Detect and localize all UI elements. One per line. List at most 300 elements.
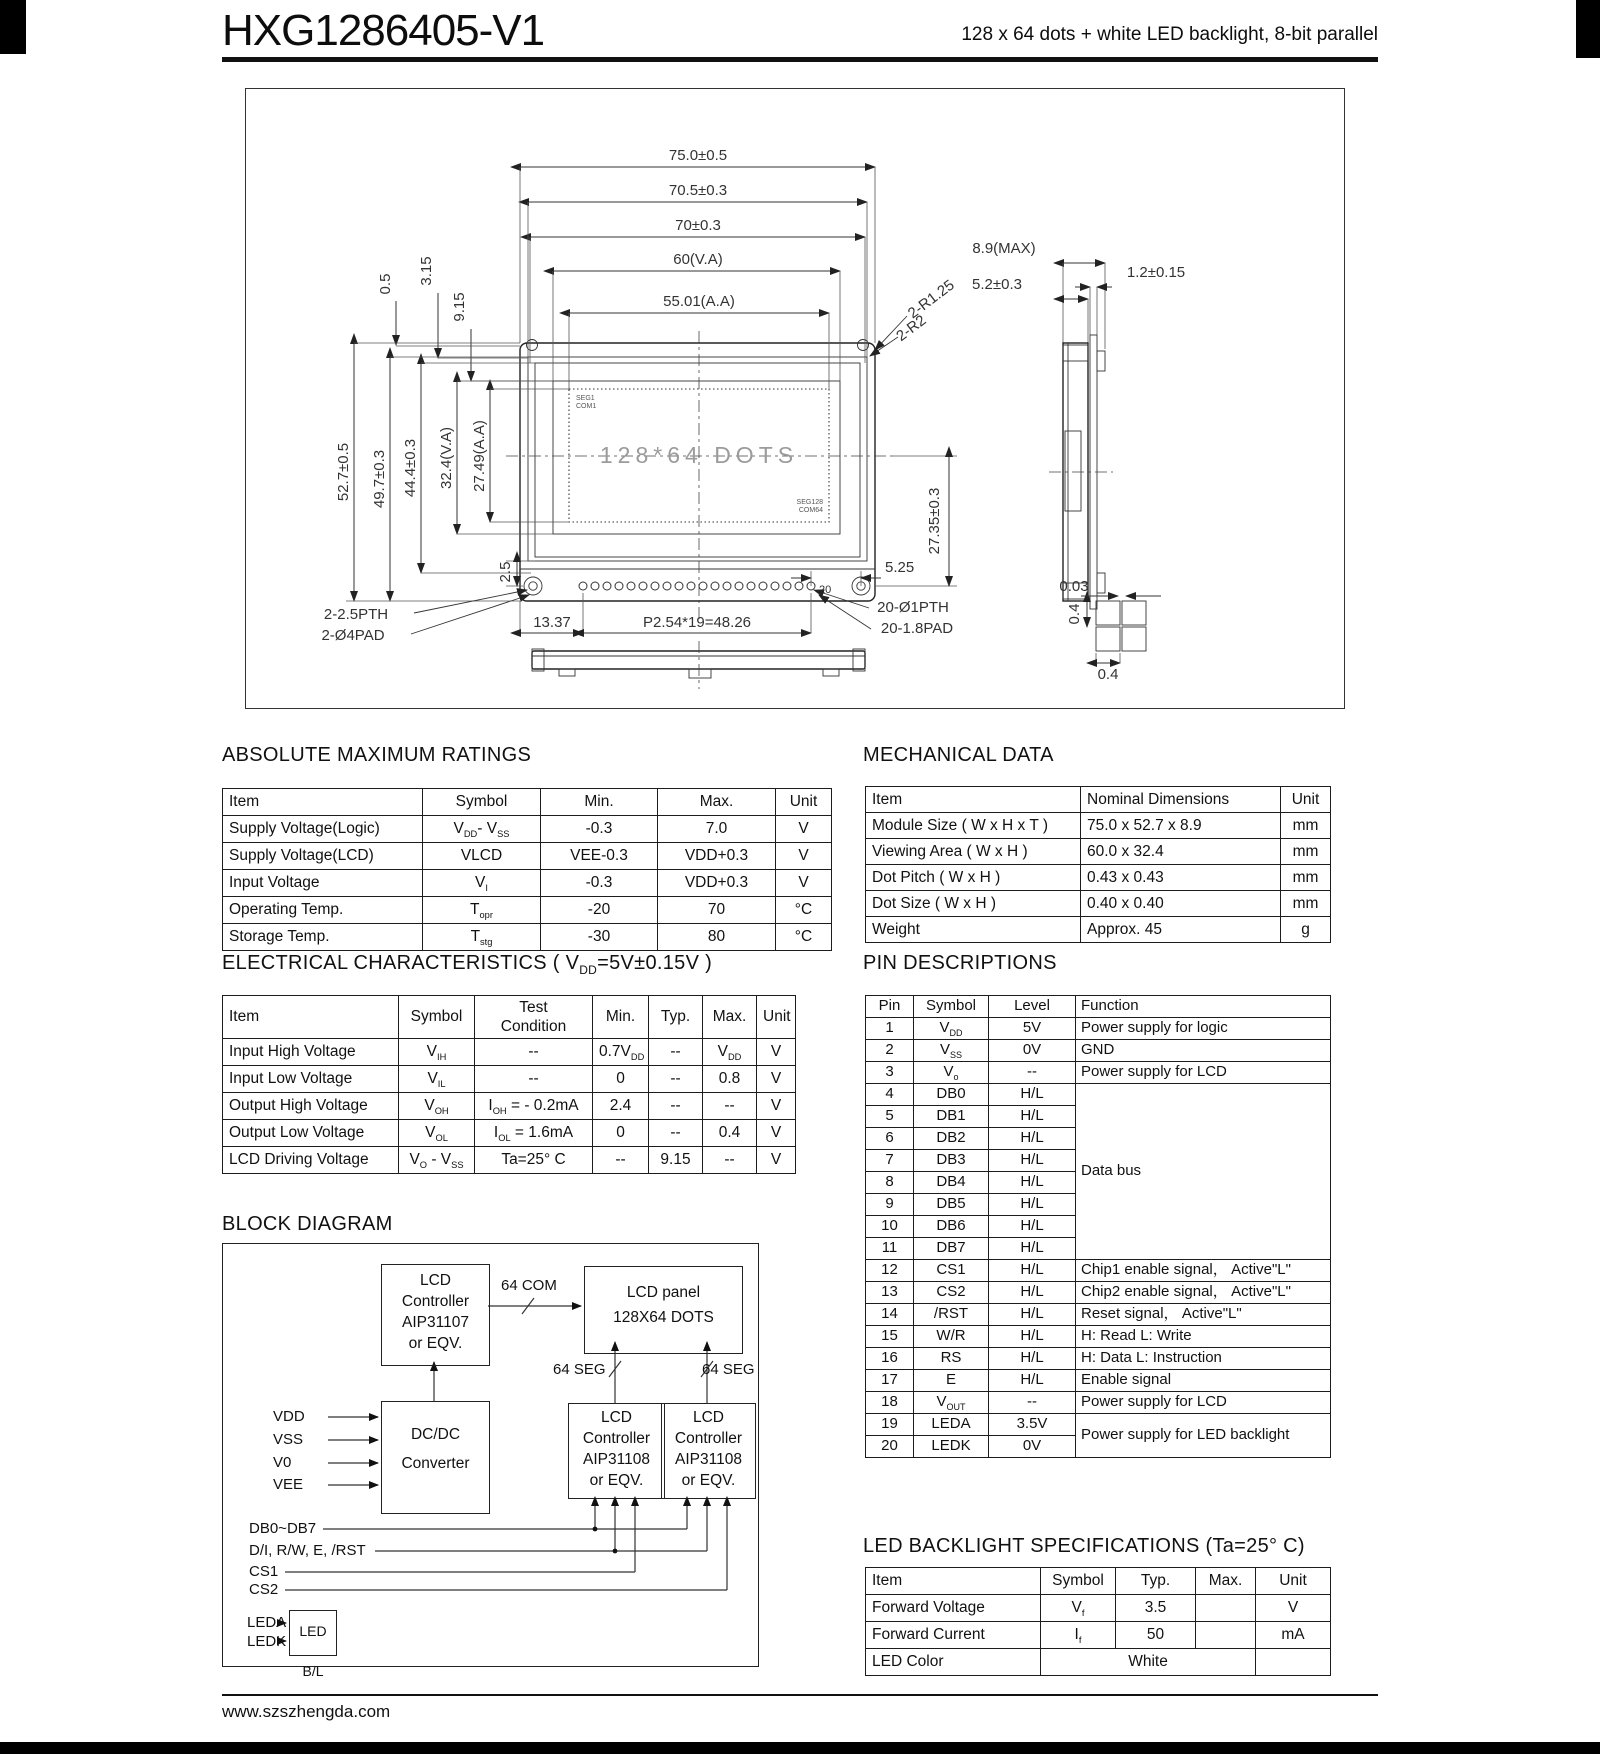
table-cell: 0 [593, 1120, 649, 1147]
table-cell: Power supply for LED backlight [1076, 1414, 1331, 1458]
table-header-cell: Typ. [1116, 1568, 1196, 1595]
table-cell: DB3 [914, 1150, 989, 1172]
table-row [866, 813, 1331, 839]
table-cell: 19 [866, 1414, 914, 1436]
table-cell: mm [1281, 865, 1331, 891]
table-row [223, 897, 832, 924]
page-title: HXG1286405-V1 [222, 6, 545, 55]
table-cell: DB7 [914, 1238, 989, 1260]
dim-label: 60(V.A) [673, 251, 723, 268]
table-cell: H/L [989, 1326, 1076, 1348]
table-cell: 16 [866, 1348, 914, 1370]
table-row [866, 1595, 1331, 1622]
table-cell: 0.4 [703, 1120, 757, 1147]
dim-label: 75.0±0.5 [668, 147, 728, 164]
display-dots-label: 128*64 DOTS [599, 442, 799, 468]
table-header-cell: Symbol [423, 789, 541, 816]
table-cell: mm [1281, 891, 1331, 917]
table-row [866, 1649, 1331, 1676]
lcd-panel-box: LCD panel 128X64 DOTS [584, 1266, 743, 1354]
dim-label: 2-R2 [893, 311, 930, 345]
table-cell: H/L [989, 1304, 1076, 1326]
table-cell: Power supply for LCD [1076, 1392, 1331, 1414]
table-header-cell: Symbol [1041, 1568, 1116, 1595]
table-row [866, 1260, 1331, 1282]
table-row [866, 1040, 1331, 1062]
table-cell: E [914, 1370, 989, 1392]
table-cell: 2.4 [593, 1093, 649, 1120]
lcd-controller-2-box: LCD Controller AIP31108 or EQV. [568, 1403, 665, 1499]
dim-label: 2-2.5PTH [323, 606, 389, 623]
scan-artifact-top-left [0, 0, 26, 54]
table-row [866, 1392, 1331, 1414]
input-v0-label: V0 [273, 1454, 292, 1471]
table-cell: Input High Voltage [223, 1039, 399, 1066]
table-cell: H/L [989, 1348, 1076, 1370]
input-vee-label: VEE [273, 1476, 304, 1493]
pin-hole [771, 582, 779, 590]
table-header-cell: Item [866, 1568, 1041, 1595]
table-cell: 0.8 [703, 1066, 757, 1093]
table-cell: $V_{OUT}$ [914, 1392, 989, 1414]
ec-table [222, 995, 796, 1174]
table-cell: Operating Temp. [223, 897, 423, 924]
header-rule [222, 57, 1378, 62]
table-cell: 0V [989, 1436, 1076, 1458]
table-cell: Input Low Voltage [223, 1066, 399, 1093]
table-header-cell: Symbol [399, 996, 475, 1039]
table-row [223, 924, 832, 951]
table-header-cell: Max. [658, 789, 776, 816]
table-cell: -- [703, 1147, 757, 1174]
table-header-cell: Symbol [914, 996, 989, 1018]
dim-label: 70±0.3 [675, 217, 721, 234]
table-row [866, 1348, 1331, 1370]
scan-artifact-bottom-bar [0, 1742, 1600, 1754]
table-cell: $V_{SS}$ [914, 1040, 989, 1062]
table-cell: $V_{DD}$ [703, 1039, 757, 1066]
table-cell: Viewing Area ( W x H ) [866, 839, 1081, 865]
dim-label: 27.35±0.3 [926, 487, 943, 555]
table-cell: $0.7V_{DD}$ [593, 1039, 649, 1066]
table-cell: $T_{opr}$ [423, 897, 541, 924]
table-cell: Ta=25° C [475, 1147, 593, 1174]
table-header-row [866, 787, 1331, 813]
table-cell: VDD+0.3 [658, 843, 776, 870]
dim-label: 1.2±0.15 [1126, 264, 1186, 281]
table-row [866, 1018, 1331, 1040]
table-cell: DB5 [914, 1194, 989, 1216]
dim-label: 32.4(V.A) [438, 427, 455, 489]
table-cell: 7 [866, 1150, 914, 1172]
pin-hole [747, 582, 755, 590]
block-diagram [222, 1243, 759, 1679]
table-cell: V [776, 870, 832, 897]
table-cell: -0.3 [541, 816, 658, 843]
table-cell: 9.15 [649, 1147, 703, 1174]
table-cell: Storage Temp. [223, 924, 423, 951]
table-cell: LEDA [914, 1414, 989, 1436]
table-cell: 3 [866, 1062, 914, 1084]
block-title: BLOCK DIAGRAM [222, 1213, 393, 1235]
table-cell: Output Low Voltage [223, 1120, 399, 1147]
table-cell: Supply Voltage(Logic) [223, 816, 423, 843]
table-cell: mm [1281, 839, 1331, 865]
table-cell: 9 [866, 1194, 914, 1216]
led-title: LED BACKLIGHT SPECIFICATIONS (Ta=25° C) [863, 1535, 1305, 1557]
table-cell: LCD Driving Voltage [223, 1147, 399, 1174]
table-cell: $V_{OL}$ [399, 1120, 475, 1147]
com1-label: COM1 [576, 403, 597, 410]
dim-label: P2.54*19=48.26 [642, 614, 752, 631]
pin-hole [783, 582, 791, 590]
table-cell: $V_{IH}$ [399, 1039, 475, 1066]
pin-row [579, 582, 815, 590]
led-backlight-box: LED B/L [289, 1610, 337, 1656]
table-cell: V [757, 1093, 796, 1120]
table-header-row [223, 789, 832, 816]
signal-db-label: DB0~DB7 [249, 1520, 317, 1537]
table-row [866, 1084, 1331, 1106]
dim-label: 70.5±0.3 [668, 182, 728, 199]
table-row [866, 839, 1331, 865]
table-row [223, 1120, 796, 1147]
table-row [866, 1304, 1331, 1326]
table-cell: -- [649, 1093, 703, 1120]
table-cell: 3.5 [1116, 1595, 1196, 1622]
dim-label: 52.7±0.5 [335, 442, 352, 502]
table-row [866, 1282, 1331, 1304]
table-row [866, 1370, 1331, 1392]
table-cell: 17 [866, 1370, 914, 1392]
table-cell: H/L [989, 1106, 1076, 1128]
dim-label: 27.49(A.A) [471, 420, 488, 492]
table-header-cell: Max. [1196, 1568, 1256, 1595]
table-cell: °C [776, 897, 832, 924]
table-cell: 5V [989, 1018, 1076, 1040]
table-cell: g [1281, 917, 1331, 943]
dim-label: 8.9(MAX) [972, 240, 1036, 257]
scan-artifact-top-right [1576, 0, 1600, 58]
table-cell: H/L [989, 1260, 1076, 1282]
table-cell: LED Color [866, 1649, 1041, 1676]
mech-title: MECHANICAL DATA [863, 744, 1054, 766]
table-cell: LEDK [914, 1436, 989, 1458]
table-cell: DB2 [914, 1128, 989, 1150]
table-cell: $I_{OH}$ = - 0.2mA [475, 1093, 593, 1120]
table-header-cell: Item [223, 996, 399, 1039]
table-cell: $V_I$ [423, 870, 541, 897]
pin-hole [687, 582, 695, 590]
table-cell: 20 [866, 1436, 914, 1458]
table-row [866, 1622, 1331, 1649]
table-cell: $V_{DD}-$ $V_{SS}$ [423, 816, 541, 843]
table-cell: VLCD [423, 843, 541, 870]
pin-hole [591, 582, 599, 590]
dim-label: 5.2±0.3 [972, 276, 1022, 293]
table-cell: DB0 [914, 1084, 989, 1106]
table-cell: 15 [866, 1326, 914, 1348]
amr-table [222, 788, 832, 951]
pin-hole [699, 582, 707, 590]
table-row [866, 865, 1331, 891]
table-cell: mA [1256, 1622, 1331, 1649]
table-cell: 50 [1116, 1622, 1196, 1649]
table-cell: -20 [541, 897, 658, 924]
ec-title: ELECTRICAL CHARACTERISTICS ( $V_{DD}=5V\pm 0.15V$ ) [222, 952, 713, 977]
table-cell: Output High Voltage [223, 1093, 399, 1120]
table-cell: 0 [593, 1066, 649, 1093]
table-cell: 0V [989, 1040, 1076, 1062]
table-cell: Approx. 45 [1081, 917, 1281, 943]
table-cell: H: Read L: Write [1076, 1326, 1331, 1348]
seg-bus-label-1: 64 SEG [553, 1361, 606, 1378]
table-cell: H/L [989, 1216, 1076, 1238]
table-cell: W/R [914, 1326, 989, 1348]
input-vdd-label: VDD [273, 1408, 305, 1425]
table-header-cell: Min. [541, 789, 658, 816]
table-cell: V [776, 843, 832, 870]
com-bus-label: 64 COM [501, 1277, 557, 1294]
table-header-cell: Min. [593, 996, 649, 1039]
pin-hole [603, 582, 611, 590]
table-header-cell: Typ. [649, 996, 703, 1039]
table-cell: -- [989, 1392, 1076, 1414]
dcdc-converter-box: DC/DC Converter [381, 1401, 490, 1514]
table-cell: V [757, 1066, 796, 1093]
table-cell: H/L [989, 1194, 1076, 1216]
table-cell: -- [475, 1066, 593, 1093]
table-header-cell: Max. [703, 996, 757, 1039]
seg-bus-label-2: 64 SEG [702, 1361, 755, 1378]
table-cell: VEE-0.3 [541, 843, 658, 870]
table-cell: $V_O - V_{SS}$ [399, 1147, 475, 1174]
dim-label: 55.01(A.A) [663, 293, 735, 310]
input-vss-label: VSS [273, 1431, 304, 1448]
table-cell: °C [776, 924, 832, 951]
table-cell: Weight [866, 917, 1081, 943]
table-cell: 7.0 [658, 816, 776, 843]
table-header-cell: Function [1076, 996, 1331, 1018]
table-cell: -- [649, 1066, 703, 1093]
table-cell: Power supply for logic [1076, 1018, 1331, 1040]
dim-label: 2.5 [497, 561, 514, 583]
amr-title: ABSOLUTE MAXIMUM RATINGS [222, 744, 532, 766]
pin-table [865, 995, 1331, 1458]
pin-hole [639, 582, 647, 590]
table-row [866, 917, 1331, 943]
seg128-label: SEG128 [796, 499, 823, 506]
signal-cs2-label: CS2 [249, 1581, 279, 1598]
table-cell: 10 [866, 1216, 914, 1238]
table-cell [1196, 1595, 1256, 1622]
table-cell: DB1 [914, 1106, 989, 1128]
table-cell: Chip2 enable signal， Active"L" [1076, 1282, 1331, 1304]
pin20-label: 20 [819, 584, 832, 596]
mechanical-drawing-frame [245, 88, 1345, 709]
dim-label: 20-Ø1PTH [877, 599, 949, 616]
table-row [223, 1039, 796, 1066]
table-cell: 3.5V [989, 1414, 1076, 1436]
table-cell: -- [475, 1039, 593, 1066]
table-cell: $V_{DD}$ [914, 1018, 989, 1040]
table-cell: -- [649, 1120, 703, 1147]
table-cell: Input Voltage [223, 870, 423, 897]
table-cell: $V_{OH}$ [399, 1093, 475, 1120]
table-cell: H/L [989, 1150, 1076, 1172]
table-header-cell: Unit [1281, 787, 1331, 813]
table-cell: mm [1281, 813, 1331, 839]
table-cell: RS [914, 1348, 989, 1370]
dim-label: 3.15 [418, 256, 435, 286]
dim-label: 0.5 [377, 273, 394, 295]
table-header-cell: Nominal Dimensions [1081, 787, 1281, 813]
table-cell: 0.43 x 0.43 [1081, 865, 1281, 891]
ledk-label: LEDK [247, 1633, 287, 1650]
table-cell: V [757, 1147, 796, 1174]
dim-label: 20-1.8PAD [880, 620, 954, 637]
table-cell: V [1256, 1595, 1331, 1622]
table-cell: Power supply for LCD [1076, 1062, 1331, 1084]
table-cell: -- [649, 1039, 703, 1066]
pin-hole [627, 582, 635, 590]
table-cell: 18 [866, 1392, 914, 1414]
table-header-cell: Test Condition [475, 996, 593, 1039]
table-cell: Enable signal [1076, 1370, 1331, 1392]
table-cell: 5 [866, 1106, 914, 1128]
table-header-cell: Unit [776, 789, 832, 816]
led-table [865, 1567, 1331, 1676]
table-cell: -- [593, 1147, 649, 1174]
pin-hole [675, 582, 683, 590]
table-cell: H/L [989, 1238, 1076, 1260]
table-cell: White [1041, 1649, 1256, 1676]
table-cell: H/L [989, 1084, 1076, 1106]
dim-label: 0.4 [1066, 603, 1083, 625]
mechanical-drawing [246, 89, 1344, 708]
dim-label: 0.4 [1097, 666, 1119, 683]
table-cell: 70 [658, 897, 776, 924]
table-cell: 0.40 x 0.40 [1081, 891, 1281, 917]
table-cell: H/L [989, 1370, 1076, 1392]
table-cell: H: Data L: Instruction [1076, 1348, 1331, 1370]
pin-hole [759, 582, 767, 590]
table-cell: 12 [866, 1260, 914, 1282]
table-cell: 6 [866, 1128, 914, 1150]
mech-table [865, 786, 1331, 943]
table-header-cell: Item [223, 789, 423, 816]
dim-label: 5.25 [885, 559, 915, 576]
pin-hole [663, 582, 671, 590]
pin-hole [651, 582, 659, 590]
table-cell: V [776, 816, 832, 843]
table-cell: Forward Current [866, 1622, 1041, 1649]
dim-label: 0.03 [1059, 578, 1089, 595]
table-cell: -30 [541, 924, 658, 951]
pin-hole [579, 582, 587, 590]
dim-label: 2-R1.25 [904, 276, 958, 323]
table-cell: $V_o$ [914, 1062, 989, 1084]
table-header-row [223, 996, 796, 1039]
table-cell: 60.0 x 32.4 [1081, 839, 1281, 865]
pin-hole [615, 582, 623, 590]
table-cell: Dot Size ( W x H ) [866, 891, 1081, 917]
dim-label: 49.7±0.3 [371, 449, 388, 509]
table-cell: GND [1076, 1040, 1331, 1062]
table-row [223, 843, 832, 870]
table-cell: Module Size ( W x H x T ) [866, 813, 1081, 839]
lcd-controller-1-box: LCD Controller AIP31107 or EQV. [381, 1264, 490, 1366]
table-header-cell: Item [866, 787, 1081, 813]
page-subtitle: 128 x 64 dots + white LED backlight, 8-bit parallel [961, 24, 1378, 45]
table-header-row [866, 996, 1331, 1018]
pin-title: PIN DESCRIPTIONS [863, 952, 1057, 974]
table-cell: $V_{IL}$ [399, 1066, 475, 1093]
table-row [223, 1093, 796, 1120]
signal-ctl-label: D/I, R/W, E, /RST [249, 1542, 366, 1559]
com64-label: COM64 [798, 507, 823, 514]
table-cell: V [757, 1120, 796, 1147]
table-cell: Supply Voltage(LCD) [223, 843, 423, 870]
table-cell: Data bus [1076, 1084, 1331, 1260]
seg1-label: SEG1 [576, 395, 595, 402]
leda-label: LEDA [247, 1614, 287, 1631]
pin-hole [735, 582, 743, 590]
table-cell: 11 [866, 1238, 914, 1260]
table-row [223, 1147, 796, 1174]
table-cell: 4 [866, 1084, 914, 1106]
table-cell: Forward Voltage [866, 1595, 1041, 1622]
signal-cs1-label: CS1 [249, 1563, 279, 1580]
table-header-cell: Unit [757, 996, 796, 1039]
table-row [866, 1414, 1331, 1436]
table-cell: CS2 [914, 1282, 989, 1304]
table-cell [1196, 1622, 1256, 1649]
table-cell: $I_{OL} = 1.6mA$ [475, 1120, 593, 1147]
table-cell: Chip1 enable signal， Active"L" [1076, 1260, 1331, 1282]
footer-rule [222, 1694, 1378, 1696]
table-cell: VDD+0.3 [658, 870, 776, 897]
table-cell: DB6 [914, 1216, 989, 1238]
table-cell: H/L [989, 1128, 1076, 1150]
table-cell: V [757, 1039, 796, 1066]
dim-label: 2-Ø4PAD [321, 627, 385, 644]
table-row [223, 870, 832, 897]
table-cell: Dot Pitch ( W x H ) [866, 865, 1081, 891]
table-row [866, 1326, 1331, 1348]
table-cell: $V_f$ [1041, 1595, 1116, 1622]
table-cell: CS1 [914, 1260, 989, 1282]
table-cell: $I_f$ [1041, 1622, 1116, 1649]
table-cell: $T_{stg}$ [423, 924, 541, 951]
pin-hole [723, 582, 731, 590]
table-row [866, 1062, 1331, 1084]
table-header-cell: Level [989, 996, 1076, 1018]
table-cell: 13 [866, 1282, 914, 1304]
table-cell [1256, 1649, 1331, 1676]
table-header-cell: Pin [866, 996, 914, 1018]
table-cell: -- [703, 1093, 757, 1120]
table-cell: -- [989, 1062, 1076, 1084]
table-cell: 80 [658, 924, 776, 951]
table-cell: -0.3 [541, 870, 658, 897]
table-row [223, 816, 832, 843]
dim-label: 9.15 [451, 292, 468, 322]
table-cell: 14 [866, 1304, 914, 1326]
footer-url: www.szszhengda.com [222, 1702, 391, 1721]
pin-hole [795, 582, 803, 590]
table-header-cell: Unit [1256, 1568, 1331, 1595]
